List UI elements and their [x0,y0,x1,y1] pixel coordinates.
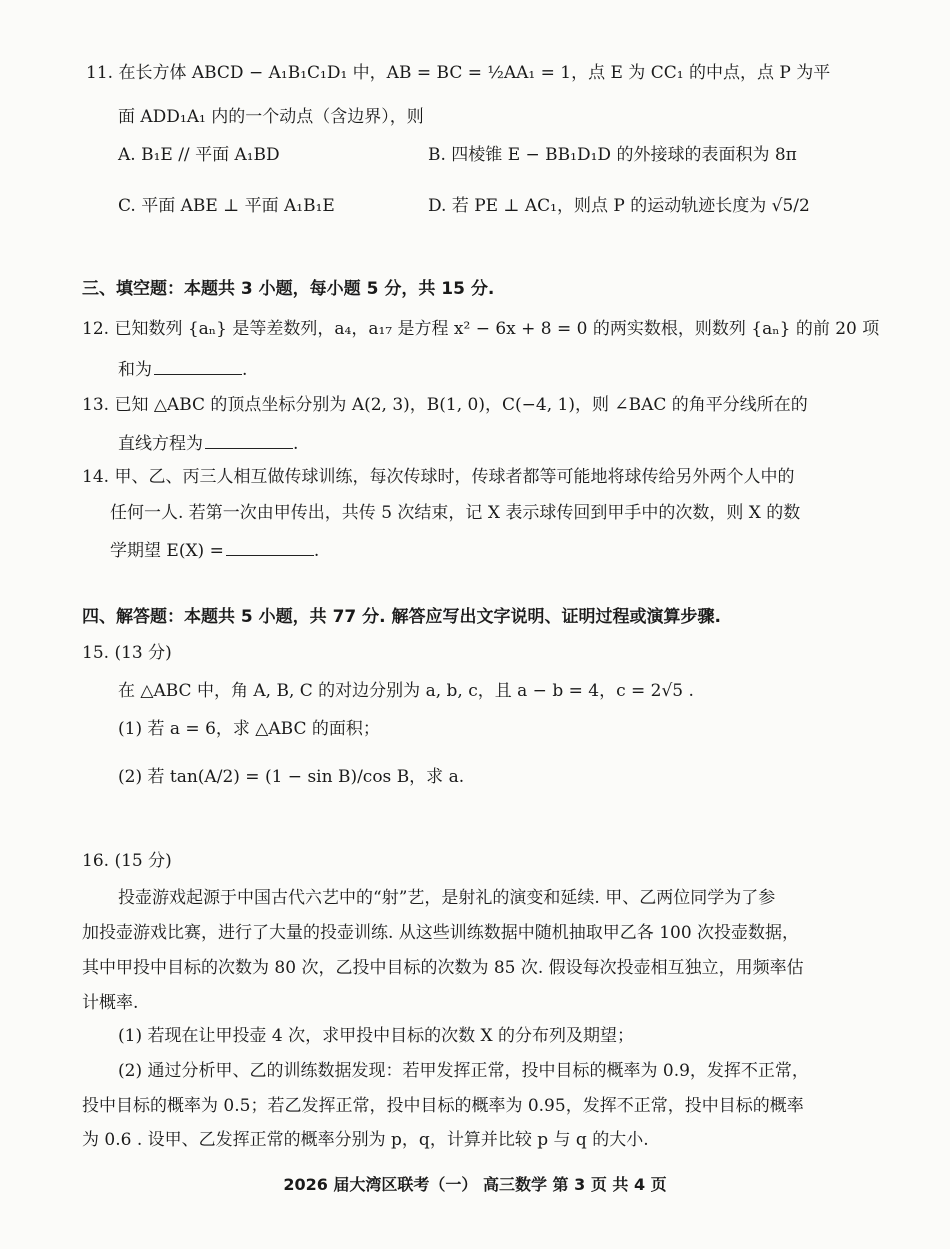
q14-period: . [313,541,320,561]
q16-part1: (1) 若现在让甲投壶 4 次，求甲投中目标的次数 X 的分布列及期望； [118,1026,635,1046]
q11-option-a: A. B₁E // 平面 A₁BD [118,145,280,165]
q12-period: . [242,360,248,380]
q13-text: 直线方程为 [118,434,203,454]
q11-option-b: B. 四棱锥 E − BB₁D₁D 的外接球的表面积为 8π [428,145,797,165]
q16-line2: 加投壶游戏比赛，进行了大量的投壶训练. 从这些训练数据中随机抽取甲乙各 100 次投壶数据， [82,923,800,943]
q12-text: 和为 [118,360,152,380]
q15-heading: 15. (13 分) [82,643,172,663]
q14-line2: 任何一人. 若第一次由甲传出，共传 5 次结束，记 X 表示球传回到甲手中的次数，则 X 的数 [110,503,801,523]
q15-part1: (1) 若 a = 6，求 △ABC 的面积； [118,719,380,739]
q13-line1: 13. 已知 △ABC 的顶点坐标分别为 A(2, 3)，B(1, 0)，C(−4, 1)，则 ∠BAC 的角平分线所在的 [82,395,808,415]
q15-part2: (2) 若 tan(A/2) = (1 − sin B)/cos B，求 a. [118,767,465,787]
q14-line3 [110,537,319,564]
page-footer: 2026 届大湾区联考（一） 高三数学 第 3 页 共 4 页 [283,1175,667,1194]
q11-stem-line1: 11. 在长方体 ABCD − A₁B₁C₁D₁ 中，AB = BC = ½AA₁ = 1，点 E 为 CC₁ 的中点，点 P 为平 [86,63,831,83]
q12-answer-blank[interactable] [154,356,242,375]
q14-line1: 14. 甲、乙、丙三人相互做传球训练，每次传球时，传球者都等可能地将球传给另外两个人中的 [82,467,795,487]
q15-stem: 在 △ABC 中，角 A, B, C 的对边分别为 a, b, c，且 a − b = 4，c = 2√5 . [118,681,694,701]
q14-answer-blank[interactable] [226,537,314,556]
q16-part2-line2: 投中目标的概率为 0.5；若乙发挥正常，投中目标的概率为 0.95，发挥不正常，投中目标的概率 [82,1096,804,1116]
section-4-heading: 四、解答题：本题共 5 小题，共 77 分. 解答应写出文字说明、证明过程或演算步骤. [82,607,721,627]
q16-line1: 投壶游戏起源于中国古代六艺中的“射”艺，是射礼的演变和延续. 甲、乙两位同学为了参 [118,888,776,908]
q16-part2-line1: (2) 通过分析甲、乙的训练数据发现：若甲发挥正常，投中目标的概率为 0.9，发挥不正常， [118,1061,809,1081]
q11-option-c: C. 平面 ABE ⊥ 平面 A₁B₁E [118,196,335,216]
q13-line2 [118,430,298,457]
q16-part2-line3: 为 0.6 . 设甲、乙发挥正常的概率分别为 p，q，计算并比较 p 与 q 的大小. [82,1130,649,1150]
q12-line2 [118,356,247,383]
q11-option-d: D. 若 PE ⊥ AC₁，则点 P 的运动轨迹长度为 √5/2 [428,196,810,216]
q11-stem-line2: 面 ADD₁A₁ 内的一个动点（含边界），则 [118,107,424,127]
q16-line3: 其中甲投中目标的次数为 80 次，乙投中目标的次数为 85 次. 假设每次投壶相互独立，用频率估 [82,958,804,978]
q16-heading: 16. (15 分) [82,851,172,871]
q16-line4: 计概率. [82,993,139,1013]
q12-line1: 12. 已知数列 {aₙ} 是等差数列，a₄，a₁₇ 是方程 x² − 6x + 8 = 0 的两实数根，则数列 {aₙ} 的前 20 项 [82,319,880,339]
q14-text: 学期望 E(X) = [110,541,224,561]
q13-period: . [293,434,299,454]
q13-answer-blank[interactable] [205,430,293,449]
section-3-heading: 三、填空题：本题共 3 小题，每小题 5 分，共 15 分. [82,279,495,299]
